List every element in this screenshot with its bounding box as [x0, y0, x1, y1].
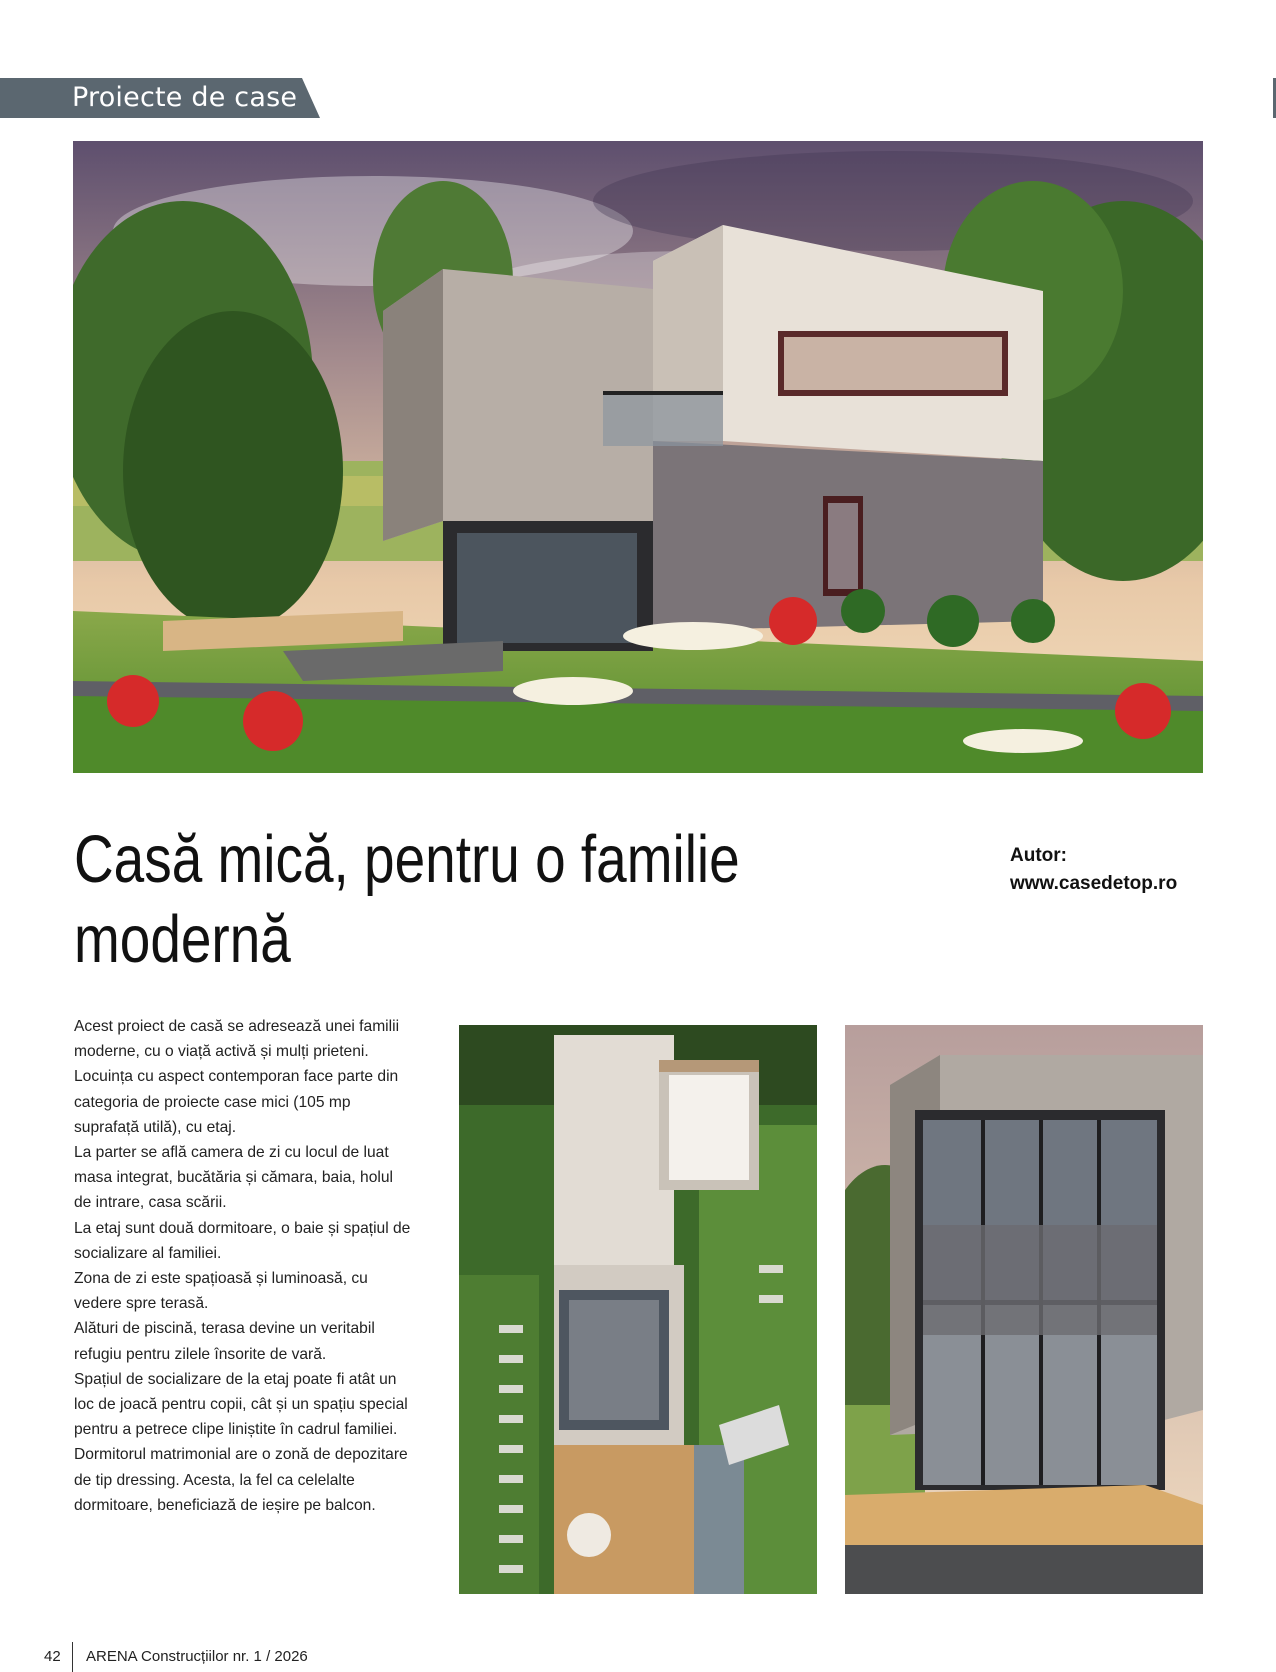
paragraph: Zona de zi este spațioasă și luminoasă, cu vedere spre terasă. [74, 1270, 368, 1313]
author-label: Autor: [1010, 845, 1067, 866]
paragraph: Spațiul de socializare de la etaj poate fi atât un loc de joacă pentru copii, cât și un spațiu special pentru a petrece clipe liniștite în cadrul familiei. [74, 1370, 408, 1439]
footer-divider [72, 1642, 73, 1672]
section-label: Proiecte de case [72, 82, 298, 113]
publication-info: ARENA Construcțiilor nr. 1 / 2026 [86, 1648, 308, 1665]
paragraph: Locuința cu aspect contemporan face parte din categoria de proiecte case mici (105 mp suprafață utilă), cu etaj. [74, 1068, 399, 1136]
author-site[interactable]: www.casedetop.ro [1010, 873, 1178, 894]
aerial-photo [459, 1025, 817, 1594]
paragraph: Acest proiect de casă se adresează unei familii moderne, cu o viață activă și mulți prieteni. [74, 1018, 400, 1061]
article-title: Casă mică, pentru o familie modernă [74, 822, 740, 977]
paragraph: La parter se află camera de zi cu locul de luat masa integrat, bucătăria și cămara, baia, holul de intrare, casa scării. [74, 1144, 393, 1212]
page-number: 42 [44, 1648, 61, 1665]
article-body [74, 1014, 414, 1518]
hero-photo [73, 141, 1203, 773]
paragraph: Dormitorul matrimonial are o zonă de depozitare de tip dressing. Acesta, la fel ca celelalte dormitoare, beneficiază de ieșire pe balcon. [74, 1446, 408, 1514]
author-block [1010, 842, 1177, 898]
paragraph: Alături de piscină, terasa devine un veritabil refugiu pentru zilele însorite de vară. [74, 1320, 375, 1363]
facade-detail-photo [845, 1025, 1203, 1594]
section-tab [0, 78, 320, 118]
paragraph: La etaj sunt două dormitoare, o baie și spațiul de socializare al familiei. [74, 1219, 411, 1262]
